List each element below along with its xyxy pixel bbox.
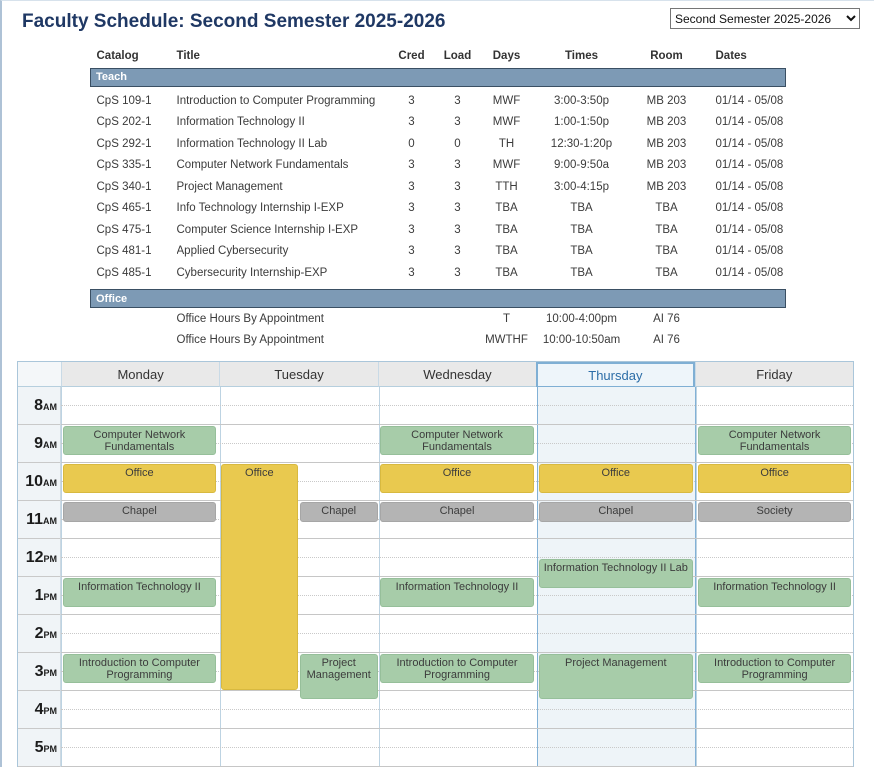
column-header-load: Load (443, 49, 472, 62)
course-cell-title: Project Management (176, 180, 283, 193)
calendar-event (698, 654, 852, 684)
calendar-hour-label (18, 691, 60, 729)
course-cell-cred: 3 (408, 180, 415, 193)
column-header-cred: Cred (398, 49, 425, 62)
calendar-event (63, 464, 217, 494)
calendar-hour-label (18, 653, 60, 691)
course-cell-cred: 3 (408, 202, 415, 215)
course-cell-times: 12:30-1:20p (550, 137, 613, 150)
course-cell-catalog: CpS 485-1 (96, 266, 152, 279)
course-cell-title: Applied Cybersecurity (176, 245, 289, 258)
event-title: Introduction to Computer Programming (78, 656, 200, 681)
calendar-corner (18, 362, 61, 387)
hour-number: 5 (34, 738, 44, 756)
column-header-dates: Dates (715, 49, 747, 62)
course-cell-days: TBA (495, 245, 518, 258)
course-row (91, 90, 786, 112)
course-cell-days: TBA (495, 202, 518, 215)
event-title: Information Technology II (78, 580, 201, 593)
hour-number: 11 (26, 510, 43, 528)
course-row (91, 219, 786, 241)
course-cell-cred: 3 (408, 245, 415, 258)
event-title: Office (245, 466, 274, 479)
hour-number: 12 (25, 548, 44, 566)
course-cell-dates: 01/14 - 05/08 (715, 266, 784, 279)
course-cell-days: T (502, 312, 511, 325)
calendar-time-column (18, 387, 61, 767)
course-cell-title: Information Technology II Lab (176, 137, 328, 150)
course-cell-cred: 3 (408, 223, 415, 236)
course-cell-load: 3 (454, 159, 461, 172)
course-cell-room: AI 76 (653, 333, 680, 346)
event-title: Computer Network Fundamentals (93, 428, 186, 453)
calendar-event (380, 464, 534, 494)
hour-suffix: PM (43, 668, 57, 678)
course-cell-dates: 01/14 - 05/08 (715, 223, 784, 236)
course-cell-room: MB 203 (646, 94, 687, 107)
course-cell-dates: 01/14 - 05/08 (715, 94, 784, 107)
calendar-event (698, 502, 852, 522)
calendar-event (539, 502, 693, 522)
calendar-day-header-thursday: Thursday (536, 362, 694, 387)
course-row (91, 198, 786, 220)
course-cell-cred: 3 (408, 116, 415, 129)
course-cell-cred (389, 329, 435, 351)
calendar-hour-row (18, 615, 853, 653)
course-cell-room: TBA (655, 202, 678, 215)
calendar-event (63, 502, 217, 522)
course-cell-cred: 0 (408, 137, 415, 150)
column-header-catalog: Catalog (96, 49, 139, 62)
event-title: Computer Network Fundamentals (728, 428, 821, 453)
column-header-times: Times (564, 49, 599, 62)
course-cell-days: TH (498, 137, 515, 150)
course-table (90, 47, 786, 351)
course-cell-title: Information Technology II (176, 116, 305, 129)
hour-suffix: PM (43, 630, 57, 640)
course-cell-days: MWTHF (485, 333, 528, 346)
hour-suffix: PM (43, 592, 57, 602)
course-row (91, 241, 786, 263)
course-cell-load: 3 (454, 180, 461, 193)
course-cell-times: TBA (570, 245, 593, 258)
calendar-day-header-monday: Monday (61, 362, 219, 387)
calendar-hour-label (18, 501, 60, 539)
course-cell-dates: 01/14 - 05/08 (715, 137, 784, 150)
course-cell-title: Office Hours By Appointment (176, 312, 324, 325)
course-cell-cred (389, 308, 435, 330)
course-cell-load: 0 (454, 137, 461, 150)
section-header-office (91, 290, 786, 308)
hour-suffix: PM (43, 706, 57, 716)
course-cell-room: AI 76 (653, 312, 680, 325)
course-cell-load: 3 (454, 245, 461, 258)
calendar-event (221, 464, 298, 690)
course-cell-days: TBA (495, 223, 518, 236)
course-cell-load: 3 (454, 202, 461, 215)
hour-number: 4 (34, 700, 44, 718)
event-title: Information Technology II (395, 580, 519, 593)
event-title: Chapel (321, 504, 357, 517)
hour-suffix: PM (43, 744, 57, 754)
hour-suffix: PM (43, 554, 57, 564)
semester-select[interactable] (670, 8, 860, 29)
hour-number: 3 (34, 662, 44, 680)
course-cell-cred: 3 (408, 266, 415, 279)
calendar-day-header-tuesday: Tuesday (219, 362, 377, 387)
calendar-event (380, 654, 534, 684)
course-cell-days: MWF (492, 94, 521, 107)
calendar-event (300, 502, 378, 522)
course-cell-catalog: CpS 465-1 (96, 202, 152, 215)
course-row (91, 308, 786, 330)
course-cell-times: TBA (570, 266, 593, 279)
course-cell-days: MWF (492, 116, 521, 129)
course-cell-title: Info Technology Internship I-EXP (176, 202, 344, 215)
calendar-event (539, 559, 693, 589)
section-header-teach (91, 68, 786, 86)
calendar-header-row (18, 362, 853, 387)
course-cell-room: MB 203 (646, 137, 687, 150)
calendar-event (63, 426, 217, 456)
course-cell-times: 1:00-1:50p (554, 116, 609, 129)
hour-suffix: AM (43, 516, 57, 526)
event-title: Information Technology II (713, 580, 836, 593)
course-cell-room: MB 203 (646, 180, 687, 193)
course-cell-catalog (91, 329, 177, 351)
calendar-event (63, 578, 217, 608)
course-cell-dates (703, 329, 786, 351)
course-cell-load: 3 (454, 116, 461, 129)
course-cell-load (435, 308, 481, 330)
course-cell-title: Cybersecurity Internship-EXP (176, 266, 328, 279)
course-cell-room: MB 203 (646, 159, 687, 172)
hour-number: 2 (34, 624, 44, 642)
course-cell-load (435, 329, 481, 351)
calendar-event (698, 464, 852, 494)
event-title: Office (601, 466, 631, 479)
calendar-hour-label (18, 615, 60, 653)
course-row (91, 329, 786, 351)
hour-suffix: AM (43, 440, 57, 450)
course-cell-catalog (91, 308, 177, 330)
course-row (91, 112, 786, 134)
course-cell-times: TBA (570, 223, 593, 236)
course-cell-dates: 01/14 - 05/08 (715, 159, 784, 172)
hour-suffix: AM (43, 402, 57, 412)
calendar-event (380, 578, 534, 608)
hour-number: 9 (34, 434, 43, 452)
course-cell-room: TBA (655, 223, 678, 236)
course-cell-catalog: CpS 292-1 (96, 137, 152, 150)
event-title: Office (125, 466, 154, 479)
calendar-hour-label (18, 463, 60, 501)
course-cell-catalog: CpS 202-1 (96, 116, 152, 129)
hour-number: 8 (34, 396, 43, 414)
event-title: Project Management (306, 656, 371, 681)
course-cell-times: 3:00-3:50p (554, 94, 609, 107)
calendar-event (539, 654, 693, 700)
course-row (91, 155, 786, 177)
calendar-hour-row (18, 387, 853, 425)
event-title: Project Management (565, 656, 667, 669)
calendar-hour-row (18, 691, 853, 729)
calendar-grid (18, 387, 853, 767)
hour-number: 1 (34, 586, 44, 604)
event-title: Office (760, 466, 789, 479)
course-cell-dates: 01/14 - 05/08 (715, 180, 784, 193)
calendar-hour-label (18, 577, 60, 615)
week-calendar (17, 361, 854, 767)
course-cell-load: 3 (454, 266, 461, 279)
course-cell-days: TBA (495, 266, 518, 279)
column-header-days: Days (492, 49, 521, 62)
calendar-event (698, 578, 852, 608)
calendar-hour-row (18, 539, 853, 577)
calendar-event (63, 654, 217, 684)
calendar-hour-label (18, 387, 60, 425)
course-cell-times: 9:00-9:50a (554, 159, 609, 172)
event-title: Chapel (598, 504, 634, 517)
event-title: Computer Network Fundamentals (411, 428, 503, 453)
table-header-row (91, 47, 786, 68)
calendar-event (698, 426, 852, 456)
calendar-day-header-wednesday: Wednesday (378, 362, 536, 387)
calendar-hour-label (18, 425, 60, 463)
course-cell-catalog: CpS 335-1 (96, 159, 152, 172)
course-cell-days: MWF (492, 159, 521, 172)
event-title: Chapel (439, 504, 475, 517)
calendar-hour-row (18, 729, 853, 767)
course-cell-cred: 3 (408, 159, 415, 172)
calendar-hour-label (18, 729, 60, 767)
hour-number: 10 (25, 472, 43, 490)
course-cell-title: Computer Network Fundamentals (176, 159, 349, 172)
course-cell-catalog: CpS 340-1 (96, 180, 152, 193)
course-cell-room: TBA (655, 245, 678, 258)
course-cell-catalog: CpS 481-1 (96, 245, 152, 258)
calendar-day-header-friday: Friday (695, 362, 853, 387)
course-cell-cred: 3 (408, 94, 415, 107)
calendar-event (380, 426, 534, 456)
course-cell-dates (703, 308, 786, 330)
event-title: Introduction to Computer Programming (396, 656, 518, 681)
course-cell-load: 3 (454, 94, 461, 107)
event-title: Office (442, 466, 472, 479)
course-cell-load: 3 (454, 223, 461, 236)
course-cell-dates: 01/14 - 05/08 (715, 245, 784, 258)
course-row (91, 133, 786, 155)
column-header-room: Room (650, 49, 683, 62)
event-title: Information Technology II Lab (543, 561, 688, 574)
calendar-event (380, 502, 534, 522)
event-title: Chapel (121, 504, 157, 517)
calendar-event (300, 654, 378, 700)
course-cell-days: TTH (495, 180, 518, 193)
course-cell-dates: 01/14 - 05/08 (715, 116, 784, 129)
course-cell-times: 10:00-10:50am (542, 333, 621, 346)
event-title: Society (756, 504, 793, 517)
course-cell-title: Office Hours By Appointment (176, 333, 324, 346)
course-cell-dates: 01/14 - 05/08 (715, 202, 784, 215)
calendar-hour-label (18, 539, 60, 577)
course-cell-room: TBA (655, 266, 678, 279)
course-cell-room: MB 203 (646, 116, 687, 129)
course-row (91, 262, 786, 284)
section-label: Office (91, 290, 786, 308)
calendar-event (539, 464, 693, 494)
course-row (91, 176, 786, 198)
column-header-title: Title (176, 49, 200, 62)
event-title: Introduction to Computer Programming (714, 656, 836, 681)
course-cell-times: 10:00-4:00pm (546, 312, 617, 325)
course-cell-times: 3:00-4:15p (554, 180, 609, 193)
section-label: Teach (91, 68, 786, 86)
course-cell-times: TBA (570, 202, 593, 215)
hour-suffix: AM (43, 478, 57, 488)
course-cell-catalog: CpS 475-1 (96, 223, 152, 236)
course-cell-catalog: CpS 109-1 (96, 94, 152, 107)
course-cell-title: Introduction to Computer Programming (176, 94, 376, 107)
page-title: Faculty Schedule: Second Semester 2025-2026 (22, 11, 446, 32)
course-cell-title: Computer Science Internship I-EXP (176, 223, 359, 236)
